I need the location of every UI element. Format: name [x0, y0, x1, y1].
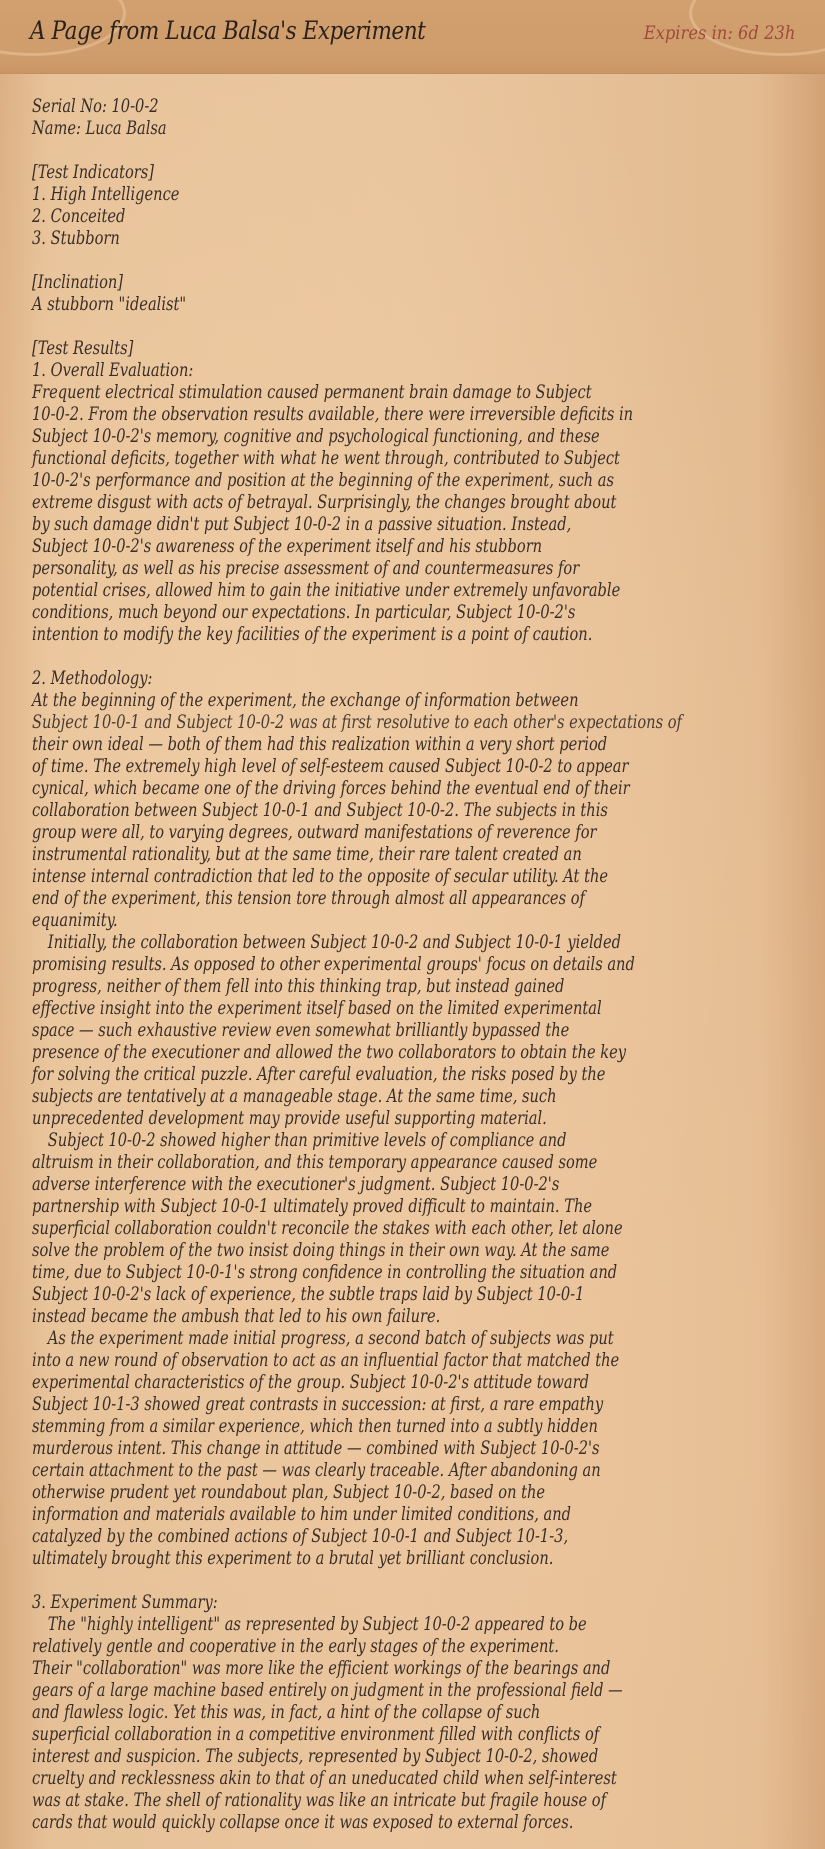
text-line: stemming from a similar experience, which then turned into a subtly hidden: [32, 1416, 598, 1437]
text-line: functional deficits, together with what he went through, contributed to Subject: [32, 448, 620, 469]
text-line: 10-0-2's performance and position at the beginning of the experiment, such as: [32, 470, 614, 491]
text-line: unprecedented development may provide useful supporting material.: [32, 1108, 547, 1129]
text-line: information and materials available to him under limited conditions, and: [32, 1504, 571, 1525]
text-line: certain attachment to the past — was clearly traceable. After abandoning an: [32, 1460, 601, 1481]
indicator-item: 2. Conceited: [32, 206, 126, 227]
text-line: was at stake. The shell of rationality was like an intricate but fragile house of: [32, 1790, 606, 1811]
inclination-value: A stubborn "idealist": [32, 294, 187, 315]
expiry-timer: Expires in: 6d 23h: [643, 22, 795, 44]
text-line: intention to modify the key facilities of the experiment is a point of caution.: [32, 624, 593, 645]
text-line: Subject 10-0-2 showed higher than primitive levels of compliance and: [47, 1130, 567, 1151]
text-line: partnership with Subject 10-0-1 ultimately proved difficult to maintain. The: [32, 1196, 593, 1217]
text-line: Frequent electrical stimulation caused permanent brain damage to Subject: [32, 382, 592, 403]
inclination-heading: [Inclination]: [32, 272, 124, 293]
text-line: solve the problem of the two insist doing things in their own way. At the same: [32, 1240, 610, 1261]
section-1-heading: 1. Overall Evaluation:: [32, 360, 194, 381]
text-line: Subject 10-0-2's lack of experience, the subtle traps laid by Subject 10-0-1: [32, 1284, 585, 1305]
text-line: experimental characteristics of the group. Subject 10-0-2's attitude toward: [32, 1372, 589, 1393]
text-line: conditions, much beyond our expectations. In particular, Subject 10-0-2's: [32, 602, 576, 623]
text-line: presence of the executioner and allowed the two collaborators to obtain the key: [32, 1042, 627, 1063]
text-line: Subject 10-0-2's awareness of the experiment itself and his stubborn: [32, 536, 543, 557]
text-line: Subject 10-0-2's memory, cognitive and psychological functioning, and these: [32, 426, 600, 447]
section-1-text: [32, 382, 802, 646]
page-title: A Page from Luca Balsa's Experiment: [30, 16, 426, 45]
text-line: effective insight into the experiment itself based on the limited experimental: [32, 998, 602, 1019]
subject-name: Name: Luca Balsa: [32, 118, 167, 139]
text-line: cruelty and recklessness akin to that of an uneducated child when self-interest: [32, 1768, 617, 1789]
text-line: space — such exhaustive review even somewhat brilliantly bypassed the: [32, 1020, 570, 1041]
text-line: subjects are tentatively at a manageable stage. At the same time, such: [32, 1086, 557, 1107]
text-line: of time. The extremely high level of self-esteem caused Subject 10-0-2 to appear: [32, 756, 629, 777]
text-line: into a new round of observation to act as an influential factor that matched the: [32, 1350, 620, 1371]
text-line: adverse interference with the executioner's judgment. Subject 10-0-2's: [32, 1174, 560, 1195]
section-2-heading: 2. Methodology:: [32, 668, 153, 689]
text-line: murderous intent. This change in attitude — combined with Subject 10-0-2's: [32, 1438, 600, 1459]
text-line: relatively gentle and cooperative in the early stages of the experiment.: [32, 1636, 559, 1657]
text-line: gears of a large machine based entirely on judgment in the professional field —: [32, 1680, 623, 1701]
text-line: catalyzed by the combined actions of Subject 10-0-1 and Subject 10-1-3,: [32, 1526, 569, 1547]
text-line: end of the experiment, this tension tore through almost all appearances of: [32, 888, 585, 909]
indicator-item: 3. Stubborn: [32, 228, 120, 249]
text-line: ultimately brought this experiment to a brutal yet brilliant conclusion.: [32, 1548, 554, 1569]
indicator-item: 1. High Intelligence: [32, 184, 180, 205]
text-line: potential crises, allowed him to gain the initiative under extremely unfavorable: [32, 580, 621, 601]
text-line: Initially, the collaboration between Subject 10-0-2 and Subject 10-0-1 yielded: [47, 932, 622, 953]
section-3-text: [32, 1614, 802, 1834]
text-line: and flawless logic. Yet this was, in fact, a hint of the collapse of such: [32, 1702, 541, 1723]
header-bar: [0, 0, 825, 74]
text-line: Subject 10-1-3 showed great contrasts in succession: at first, a rare empathy: [32, 1394, 604, 1415]
text-line: extreme disgust with acts of betrayal. Surprisingly, the changes brought about: [32, 492, 617, 513]
text-line: altruism in their collaboration, and this temporary appearance caused some: [32, 1152, 598, 1173]
text-line: interest and suspicion. The subjects, represented by Subject 10-0-2, showed: [32, 1746, 599, 1767]
text-line: personality, as well as his precise assessment of and countermeasures for: [32, 558, 580, 579]
text-line: Subject 10-0-1 and Subject 10-0-2 was at first resolutive to each other's expectations of: [32, 712, 682, 733]
document-body: [32, 96, 802, 1834]
text-line: by such damage didn't put Subject 10-0-2 in a passive situation. Instead,: [32, 514, 572, 535]
text-line: their own ideal — both of them had this realization within a very short period: [32, 734, 608, 755]
text-line: superficial collaboration in a competitive environment filled with conflicts of: [32, 1724, 600, 1745]
text-line: instead became the ambush that led to his own failure.: [32, 1306, 441, 1327]
text-line: collaboration between Subject 10-0-1 and Subject 10-0-2. The subjects in this: [32, 800, 608, 821]
section-3-heading: 3. Experiment Summary:: [32, 1592, 218, 1613]
text-line: intense internal contradiction that led to the opposite of secular utility. At the: [32, 866, 609, 887]
section-2-text: [32, 690, 802, 1570]
text-line: progress, neither of them fell into this thinking trap, but instead gained: [32, 976, 565, 997]
indicators-heading: [Test Indicators]: [32, 162, 154, 183]
text-line: equanimity.: [32, 910, 118, 931]
text-line: As the experiment made initial progress, a second batch of subjects was put: [47, 1328, 614, 1349]
serial-number: Serial No: 10-0-2: [32, 96, 159, 117]
text-line: cards that would quickly collapse once it was exposed to external forces.: [32, 1812, 574, 1833]
results-heading: [Test Results]: [32, 338, 134, 359]
text-line: Their "collaboration" was more like the efficient workings of the bearings and: [32, 1658, 611, 1679]
text-line: promising results. As opposed to other experimental groups' focus on details and: [32, 954, 635, 975]
text-line: cynical, which became one of the driving forces behind the eventual end of their: [32, 778, 630, 799]
text-line: The "highly intelligent" as represented by Subject 10-0-2 appeared to be: [47, 1614, 587, 1635]
text-line: superficial collaboration couldn't reconcile the stakes with each other, let alone: [32, 1218, 623, 1239]
text-line: At the beginning of the experiment, the exchange of information between: [32, 690, 579, 711]
text-line: time, due to Subject 10-0-1's strong confidence in controlling the situation and: [32, 1262, 618, 1283]
text-line: group were all, to varying degrees, outward manifestations of reverence for: [32, 822, 597, 843]
text-line: otherwise prudent yet roundabout plan, Subject 10-0-2, based on the: [32, 1482, 546, 1503]
text-line: for solving the critical puzzle. After careful evaluation, the risks posed by the: [32, 1064, 606, 1085]
text-line: 10-0-2. From the observation results available, there were irreversible deficits in: [32, 404, 634, 425]
text-line: instrumental rationality, but at the same time, their rare talent created an: [32, 844, 582, 865]
